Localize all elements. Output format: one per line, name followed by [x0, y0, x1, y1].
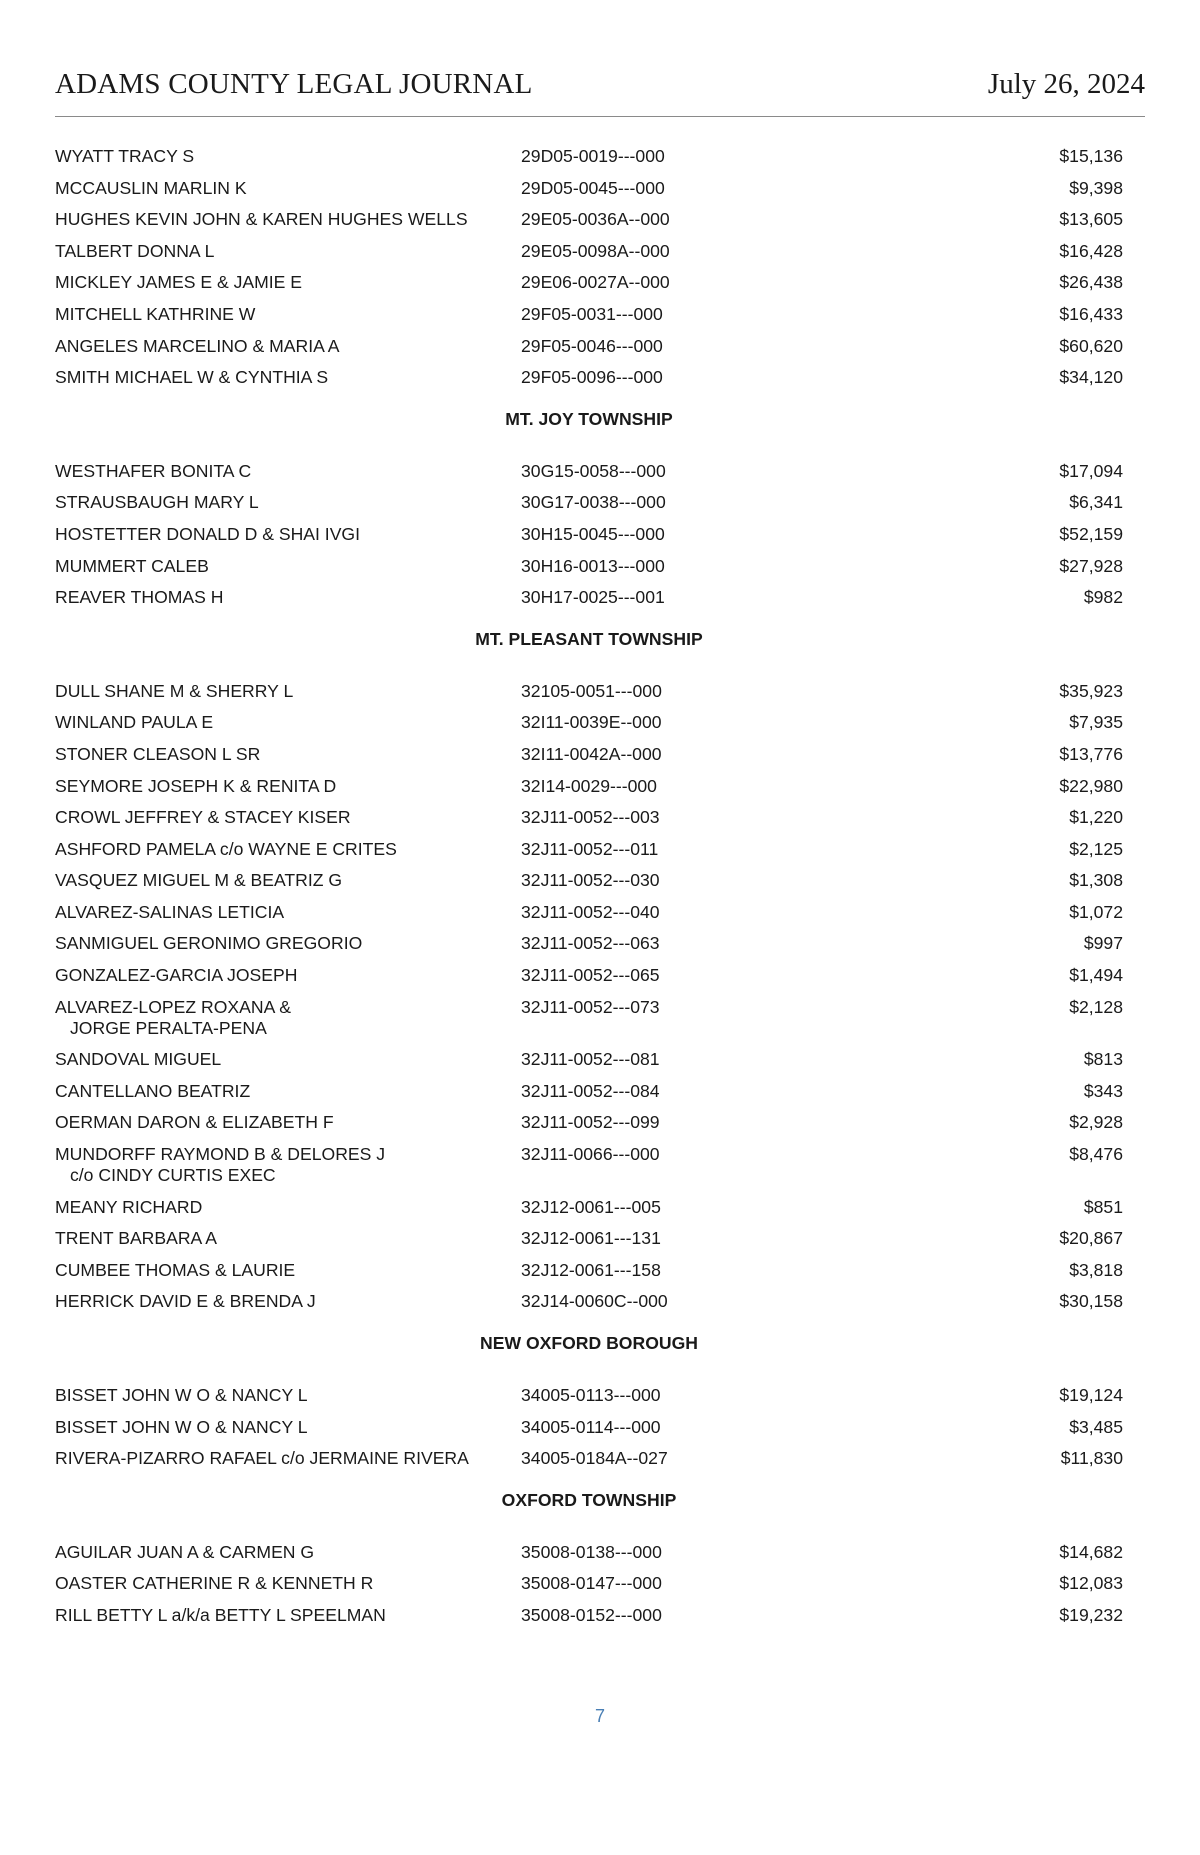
listing-row [55, 1112, 1123, 1144]
owner-name [55, 744, 505, 765]
listing-row [55, 965, 1123, 997]
owner-name-line: MUMMERT CALEB [55, 555, 209, 576]
owner-name-line: ASHFORD PAMELA c/o WAYNE E CRITES [55, 838, 397, 859]
listing-row [55, 1542, 1123, 1574]
amount-due: $6,341 [1069, 492, 1123, 513]
amount-due: $60,620 [1059, 335, 1123, 356]
listing-row [55, 681, 1123, 713]
listing-row [55, 1081, 1123, 1113]
owner-name-line: GONZALEZ-GARCIA JOSEPH [55, 965, 298, 986]
amount-due: $813 [1083, 1049, 1123, 1070]
owner-name [55, 807, 505, 828]
parcel-number: 29D05-0045---000 [521, 177, 665, 198]
page-number: 7 [594, 1706, 605, 1726]
parcel-number: 32J12-0061---131 [521, 1228, 661, 1249]
amount-due: $35,923 [1059, 680, 1123, 701]
parcel-number: 29F05-0096---000 [521, 367, 663, 388]
amount-due: $19,124 [1059, 1385, 1123, 1405]
owner-name-line: SANMIGUEL GERONIMO GREGORIO [55, 933, 363, 954]
owner-name-line: ALVAREZ-SALINAS LETICIA [55, 901, 285, 922]
amount-due: $52,159 [1059, 523, 1123, 544]
parcel-number: 35008-0138---000 [521, 1541, 662, 1562]
parcel-number: 32I14-0029---000 [521, 775, 657, 796]
owner-name [55, 524, 505, 545]
amount-due: $34,120 [1059, 367, 1123, 388]
owner-name [55, 241, 505, 262]
owner-name-line: WESTHAFER BONITA C [55, 460, 252, 481]
listing-row [55, 1385, 1123, 1417]
section-heading: MT. PLEASANT TOWNSHIP [475, 628, 703, 649]
listing-row [55, 1144, 1123, 1197]
owner-name [55, 1448, 505, 1469]
parcel-number: 32I11-0042A--000 [521, 743, 662, 764]
amount-due: $851 [1083, 1196, 1123, 1217]
parcel-number: 29D05-0019---000 [521, 146, 665, 166]
parcel-number: 32J11-0052---003 [521, 807, 660, 828]
amount-due: $26,438 [1059, 272, 1123, 293]
parcel-number: 32J11-0052---065 [521, 965, 660, 986]
amount-due: $13,776 [1059, 743, 1123, 764]
owner-name [55, 1144, 505, 1186]
parcel-number: 30H15-0045---000 [521, 523, 665, 544]
owner-name-continuation: c/o CINDY CURTIS EXEC [70, 1165, 276, 1186]
owner-name [55, 209, 505, 230]
listing-row [55, 556, 1123, 588]
amount-due: $3,485 [1069, 1416, 1123, 1437]
listing-row [55, 461, 1123, 493]
amount-due: $22,980 [1059, 775, 1123, 796]
amount-due: $15,136 [1059, 146, 1123, 166]
owner-name [55, 776, 505, 797]
owner-name-line: VASQUEZ MIGUEL M & BEATRIZ G [55, 870, 343, 891]
parcel-number: 32J11-0052---073 [521, 996, 660, 1017]
owner-name-line: ANGELES MARCELINO & MARIA A [55, 335, 340, 356]
amount-due: $20,867 [1059, 1228, 1123, 1249]
owner-name [55, 997, 505, 1039]
amount-due: $13,605 [1059, 209, 1123, 230]
amount-due: $2,128 [1069, 996, 1123, 1017]
listing-row [55, 712, 1123, 744]
listing-row [55, 241, 1123, 273]
owner-name [55, 712, 505, 733]
owner-name [55, 1049, 505, 1070]
listing-row [55, 209, 1123, 241]
owner-name-line: RIVERA-PIZARRO RAFAEL c/o JERMAINE RIVERA [55, 1448, 469, 1469]
listing-row [55, 1573, 1123, 1605]
amount-due: $8,476 [1069, 1144, 1123, 1165]
amount-due: $1,220 [1069, 807, 1123, 828]
owner-name [55, 933, 505, 954]
listing-row [55, 776, 1123, 808]
owner-name [55, 304, 505, 325]
owner-name [55, 492, 505, 513]
parcel-number: 30G15-0058---000 [521, 460, 666, 481]
owner-name-line: WYATT TRACY S [55, 146, 195, 166]
owner-name-line: MICKLEY JAMES E & JAMIE E [55, 272, 303, 293]
owner-name-line: BISSET JOHN W O & NANCY L [55, 1385, 308, 1405]
owner-name [55, 839, 505, 860]
amount-due: $982 [1083, 587, 1123, 608]
parcel-number: 32J11-0052---030 [521, 870, 660, 891]
owner-name-line: CUMBEE THOMAS & LAURIE [55, 1259, 296, 1280]
parcel-number: 32J11-0052---084 [521, 1080, 660, 1101]
amount-due: $16,428 [1059, 240, 1123, 261]
listing-row [55, 272, 1123, 304]
amount-due: $11,830 [1060, 1448, 1123, 1469]
owner-name-line: TALBERT DONNA L [55, 240, 215, 261]
listing-row [55, 492, 1123, 524]
owner-name [55, 1228, 505, 1249]
owner-name-line: SANDOVAL MIGUEL [55, 1049, 222, 1070]
owner-name-line: CANTELLANO BEATRIZ [55, 1080, 251, 1101]
listing-row [55, 902, 1123, 934]
owner-name-line: MCCAUSLIN MARLIN K [55, 177, 247, 198]
amount-due: $16,433 [1059, 303, 1123, 324]
parcel-number: 30G17-0038---000 [521, 492, 666, 513]
listing-row [55, 336, 1123, 368]
journal-title: ADAMS COUNTY LEGAL JOURNAL [55, 68, 533, 100]
owner-name [55, 1112, 505, 1133]
owner-name-line: MEANY RICHARD [55, 1196, 203, 1217]
owner-name-line: AGUILAR JUAN A & CARMEN G [55, 1541, 315, 1562]
listing-row [55, 744, 1123, 776]
owner-name-line: MITCHELL KATHRINE W [55, 303, 256, 324]
listing-row [55, 1228, 1123, 1260]
listing-row [55, 933, 1123, 965]
listing-row [55, 1291, 1123, 1323]
parcel-number: 35008-0152---000 [521, 1604, 662, 1625]
listing-row [55, 1605, 1123, 1637]
owner-name [55, 461, 505, 482]
amount-due: $14,682 [1059, 1541, 1123, 1562]
amount-due: $17,094 [1059, 460, 1123, 481]
parcel-number: 29E05-0098A--000 [521, 240, 670, 261]
owner-name [55, 681, 505, 702]
parcel-number: 35008-0147---000 [521, 1573, 662, 1594]
issue-date: July 26, 2024 [987, 68, 1145, 100]
amount-due: $12,083 [1059, 1573, 1123, 1594]
parcel-number: 29E05-0036A--000 [521, 209, 670, 230]
listing-row [55, 146, 1123, 178]
owner-name-line: STRAUSBAUGH MARY L [55, 492, 259, 513]
owner-name-line: MUNDORFF RAYMOND B & DELORES J [55, 1144, 386, 1165]
parcel-number: 32I11-0039E--000 [521, 712, 662, 733]
listing-row [55, 997, 1123, 1050]
parcel-number: 32105-0051---000 [521, 680, 662, 701]
owner-name-line: STONER CLEASON L SR [55, 743, 261, 764]
parcel-number: 32J12-0061---005 [521, 1196, 661, 1217]
parcel-number: 34005-0114---000 [521, 1416, 661, 1437]
amount-due: $2,928 [1069, 1112, 1123, 1133]
listing-row [55, 807, 1123, 839]
parcel-number: 32J11-0066---000 [521, 1144, 660, 1165]
owner-name [55, 1197, 505, 1218]
parcel-number: 32J11-0052---040 [521, 901, 660, 922]
amount-due: $2,125 [1069, 838, 1123, 859]
parcel-number: 34005-0113---000 [521, 1385, 661, 1405]
parcel-number: 32J11-0052---011 [521, 838, 659, 859]
amount-due: $997 [1083, 933, 1123, 954]
owner-name [55, 336, 505, 357]
listing-row [55, 1260, 1123, 1292]
amount-due: $30,158 [1059, 1291, 1123, 1312]
owner-name [55, 1605, 505, 1626]
owner-name [55, 965, 505, 986]
amount-due: $9,398 [1069, 177, 1123, 198]
owner-name [55, 1573, 505, 1594]
owner-name [55, 367, 505, 388]
owner-name-line: BISSET JOHN W O & NANCY L [55, 1416, 308, 1437]
owner-name-line: HOSTETTER DONALD D & SHAI IVGI [55, 523, 361, 544]
owner-name [55, 1260, 505, 1281]
section-heading: OXFORD TOWNSHIP [501, 1489, 677, 1510]
document-page [55, 0, 1145, 1855]
owner-name [55, 178, 505, 199]
parcel-number: 29E06-0027A--000 [521, 272, 670, 293]
owner-name-continuation: JORGE PERALTA-PENA [70, 1017, 267, 1038]
amount-due: $19,232 [1059, 1604, 1123, 1625]
listing-row [55, 524, 1123, 556]
listing-row [55, 1197, 1123, 1229]
section-heading: MT. JOY TOWNSHIP [505, 408, 673, 429]
owner-name-line: CROWL JEFFREY & STACEY KISER [55, 807, 351, 828]
parcel-number: 30H17-0025---001 [521, 587, 665, 608]
parcel-number: 32J14-0060C--000 [521, 1291, 668, 1312]
owner-name [55, 272, 505, 293]
owner-name-line: WINLAND PAULA E [55, 712, 214, 733]
listing-row [55, 839, 1123, 871]
listing-row [55, 587, 1123, 619]
owner-name-line: REAVER THOMAS H [55, 587, 224, 608]
owner-name [55, 1291, 505, 1312]
listing-row [55, 367, 1123, 399]
parcel-number: 32J11-0052---081 [521, 1049, 660, 1070]
page-header [55, 64, 1145, 117]
owner-name [55, 146, 505, 167]
owner-name-line: SMITH MICHAEL W & CYNTHIA S [55, 367, 329, 388]
parcel-number: 34005-0184A--027 [521, 1448, 668, 1469]
owner-name-line: ALVAREZ-LOPEZ ROXANA & [55, 996, 291, 1017]
parcel-number: 29F05-0046---000 [521, 335, 663, 356]
amount-due: $27,928 [1059, 555, 1123, 576]
section-heading: NEW OXFORD BOROUGH [480, 1333, 698, 1353]
amount-due: $1,494 [1069, 965, 1123, 986]
owner-name-line: HERRICK DAVID E & BRENDA J [55, 1291, 316, 1312]
parcel-number: 30H16-0013---000 [521, 555, 665, 576]
parcel-number: 32J11-0052---099 [521, 1112, 660, 1133]
owner-name-line: OASTER CATHERINE R & KENNETH R [55, 1573, 374, 1594]
owner-name-line: HUGHES KEVIN JOHN & KAREN HUGHES WELLS [55, 209, 468, 230]
owner-name-line: OERMAN DARON & ELIZABETH F [55, 1112, 334, 1133]
listing-row [55, 178, 1123, 210]
listing-row [55, 870, 1123, 902]
amount-due: $1,072 [1069, 901, 1123, 922]
parcel-number: 32J12-0061---158 [521, 1259, 661, 1280]
amount-due: $343 [1083, 1080, 1123, 1101]
owner-name [55, 1385, 505, 1406]
owner-name-line: RILL BETTY L a/k/a BETTY L SPEELMAN [55, 1604, 386, 1625]
parcel-number: 32J11-0052---063 [521, 933, 660, 954]
listing-row [55, 1417, 1123, 1449]
owner-name [55, 587, 505, 608]
owner-name [55, 870, 505, 891]
listing-row [55, 1049, 1123, 1081]
amount-due: $1,308 [1069, 870, 1123, 891]
owner-name [55, 1081, 505, 1102]
amount-due: $7,935 [1069, 712, 1123, 733]
parcel-number: 29F05-0031---000 [521, 303, 663, 324]
owner-name-line: TRENT BARBARA A [55, 1228, 217, 1249]
delinquent-listing [55, 146, 1123, 1637]
owner-name-line: DULL SHANE M & SHERRY L [55, 680, 294, 701]
listing-row [55, 1448, 1123, 1480]
listing-row [55, 304, 1123, 336]
owner-name [55, 1542, 505, 1563]
amount-due: $3,818 [1069, 1259, 1123, 1280]
owner-name [55, 1417, 505, 1438]
owner-name [55, 902, 505, 923]
owner-name-line: SEYMORE JOSEPH K & RENITA D [55, 775, 337, 796]
owner-name [55, 556, 505, 577]
